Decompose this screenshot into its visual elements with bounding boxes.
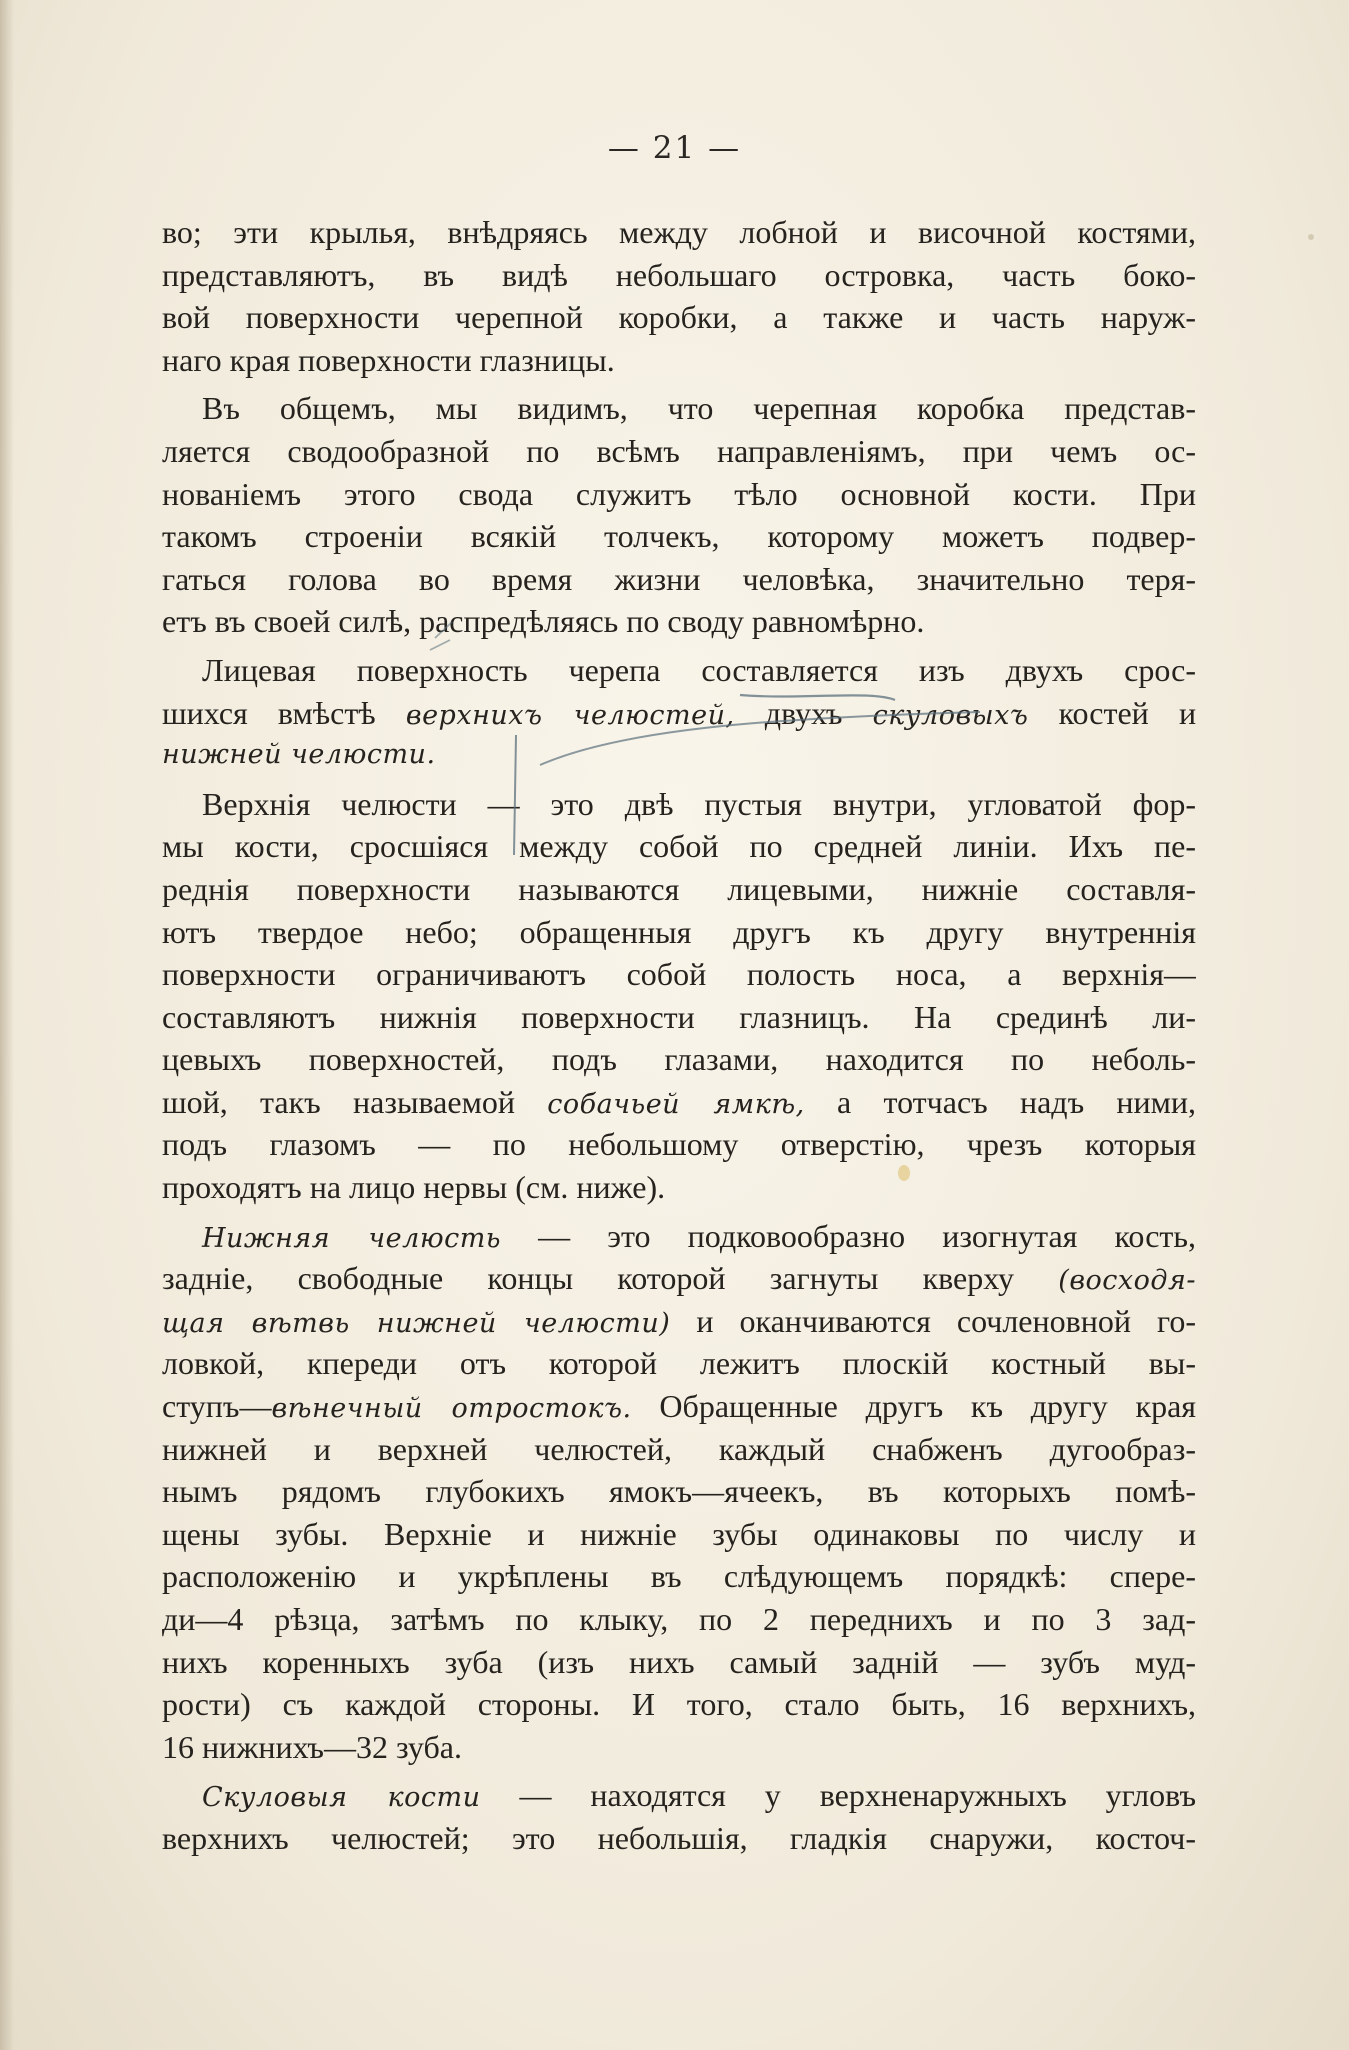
text-line: нихъ коренныхъ зуба (изъ нихъ самый задній — зубъ муд- xyxy=(162,1643,1196,1680)
text-run: шой, такъ называемой xyxy=(162,1083,515,1120)
text-line xyxy=(162,1215,1196,1258)
text-run: задніе, свободные концы которой загнуты кверху xyxy=(162,1260,1015,1297)
text-line xyxy=(162,1774,1196,1817)
text-line: Верхнія челюсти — это двѣ пустыя внутри, угловатой фор- xyxy=(202,785,1196,822)
text-run: — это подковообразно изогнутая кость, xyxy=(538,1217,1196,1254)
text-run: ступъ— xyxy=(162,1388,272,1425)
text-line: Лицевая поверхность черепа составляется изъ двухъ срос- xyxy=(202,651,1196,688)
page-number: — 21 — xyxy=(607,130,742,166)
italic-term-zygomatic: скуловыхъ xyxy=(872,699,1029,731)
text-run: шихся вмѣстѣ xyxy=(162,694,376,731)
italic-term-ramus: (восходя- xyxy=(1058,1265,1196,1297)
text-line: поверхности ограничиваютъ собой полость носа, а верхнія— xyxy=(162,956,1196,993)
italic-term-lower-jaw: нижней челюсти. xyxy=(162,739,436,771)
text-line: етъ въ своей силѣ, распредѣляясь по своду равномѣрно. xyxy=(162,603,925,640)
text-line: рости) съ каждой стороны. И того, стало быть, 16 верхнихъ, xyxy=(162,1686,1196,1723)
text-line: представляютъ, въ видѣ небольшаго островка, часть боко- xyxy=(162,256,1196,293)
text-run: — находятся у верхненаружныхъ угловъ xyxy=(519,1777,1196,1814)
italic-term-canine-fossa: собачьей ямкѣ, xyxy=(547,1088,805,1120)
text-line: во; эти крылья, внѣдряясь между лобной и височной костями, xyxy=(162,214,1196,250)
text-line xyxy=(162,1300,1196,1343)
body-text xyxy=(162,211,1196,1860)
text-line: 16 нижнихъ—32 зуба. xyxy=(162,1728,462,1765)
text-line: гаться голова во время жизни человѣка, значительно теря- xyxy=(162,560,1196,597)
text-line: нижней и верхней челюстей, каждый снабженъ дугообраз- xyxy=(162,1430,1196,1467)
text-run: и оканчиваются сочленовной го- xyxy=(696,1302,1196,1339)
text-line xyxy=(162,1257,1196,1300)
text-run: костей и xyxy=(1058,694,1196,731)
text-run: а тотчасъ надъ ними, xyxy=(837,1083,1196,1120)
text-line: проходятъ на лицо нервы (см. ниже). xyxy=(162,1169,666,1206)
text-line: подъ глазомъ — по небольшому отверстію, чрезъ которыя xyxy=(162,1126,1196,1163)
italic-term-coronoid: вѣнечный отростокъ. xyxy=(271,1393,632,1425)
text-line: реднія поверхности называются лицевыми, нижніе составля- xyxy=(162,870,1196,907)
text-line: нованіемъ этого свода служитъ тѣло основной кости. При xyxy=(162,475,1196,512)
text-line: ди—4 рѣзца, затѣмъ по клыку, по 2 переднихъ и по 3 зад- xyxy=(162,1601,1196,1637)
text-line: цевыхъ поверхностей, подъ глазами, находится по неболь- xyxy=(162,1041,1196,1078)
text-line: щены зубы. Верхніе и нижніе зубы одинаковы по числу и xyxy=(162,1515,1196,1552)
text-line: верхнихъ челюстей; это небольшія, гладкія снаружи, косточ- xyxy=(162,1819,1196,1856)
text-line: такомъ строеніи всякій толчекъ, которому можетъ подвер- xyxy=(162,518,1196,555)
text-line: ляется сводообразной по всѣмъ направленіямъ, при чемъ ос- xyxy=(162,432,1196,469)
text-line xyxy=(162,1385,1196,1428)
italic-term-mandible: Нижняя челюсть xyxy=(202,1222,502,1254)
text-line: Въ общемъ, мы видимъ, что черепная коробка представ- xyxy=(202,390,1196,427)
text-run: двухъ xyxy=(764,694,843,731)
text-line xyxy=(162,692,1196,735)
text-run: Обращенные другъ къ другу края xyxy=(659,1388,1196,1425)
italic-term-upper-jaws: верхнихъ челюстей, xyxy=(405,699,735,731)
text-line: нымъ рядомъ глубокихъ ямокъ—ячеекъ, въ которыхъ помѣ- xyxy=(162,1473,1196,1510)
text-line: наго края поверхности глазницы. xyxy=(162,341,615,378)
italic-term-zygomatic-bones: Скуловыя кости xyxy=(202,1782,481,1814)
text-line xyxy=(162,1081,1196,1124)
text-line: составляютъ нижнія поверхности глазницъ. На срединѣ ли- xyxy=(162,998,1196,1035)
text-line: ютъ твердое небо; обращенныя другъ къ другу внутреннія xyxy=(162,913,1196,950)
text-line: вой поверхности черепной коробки, а также и часть наруж- xyxy=(162,299,1196,336)
stain-spot xyxy=(1308,234,1314,240)
text-line: расположенію и укрѣплены въ слѣдующемъ порядкѣ: спере- xyxy=(162,1558,1196,1595)
text-line: ловкой, кпереди отъ которой лежитъ плоскій костный вы- xyxy=(162,1345,1196,1382)
italic-term-ramus-cont: щая вѣтвь нижней челюсти) xyxy=(162,1307,671,1339)
page-binding-edge xyxy=(0,0,14,2050)
text-line: мы кости, сросшіяся между собой по средней линіи. Ихъ пе- xyxy=(162,828,1196,865)
stain-spot xyxy=(898,1165,910,1181)
